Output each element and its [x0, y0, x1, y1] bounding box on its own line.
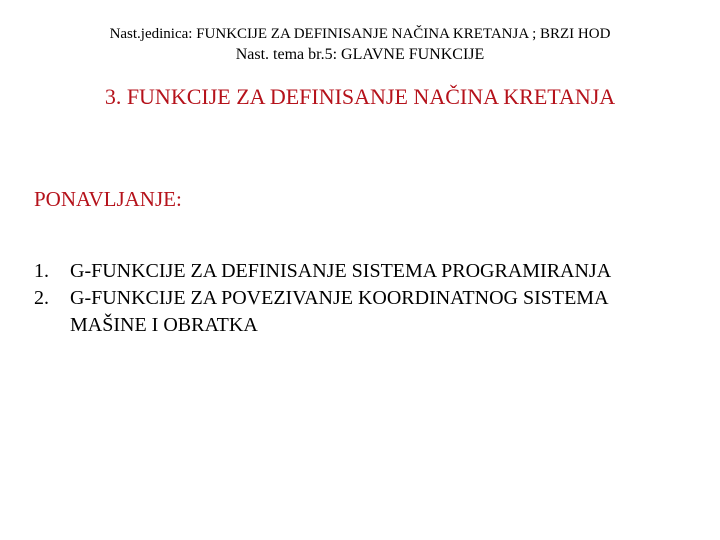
review-list	[34, 258, 674, 339]
list-item	[34, 285, 674, 339]
slide-title: 3. FUNKCIJE ZA DEFINISANJE NAČINA KRETANJA	[104, 84, 616, 109]
section-heading: PONAVLJANJE:	[34, 187, 182, 211]
topic-header: Nast. tema br.5: GLAVNE FUNKCIJE	[235, 46, 485, 63]
unit-header: Nast.jedinica: FUNKCIJE ZA DEFINISANJE NAČINA KRETANJA ; BRZI HOD	[109, 26, 611, 42]
list-item	[34, 258, 674, 285]
list-item-number: 1.	[34, 260, 49, 282]
list-item-number: 2.	[34, 287, 49, 309]
list-item-text: G-FUNKCIJE ZA POVEZIVANJE KOORDINATNOG SISTEMA MAŠINE I OBRATKA	[70, 287, 608, 336]
list-item-text: G-FUNKCIJE ZA DEFINISANJE SISTEMA PROGRAMIRANJA	[70, 260, 612, 282]
